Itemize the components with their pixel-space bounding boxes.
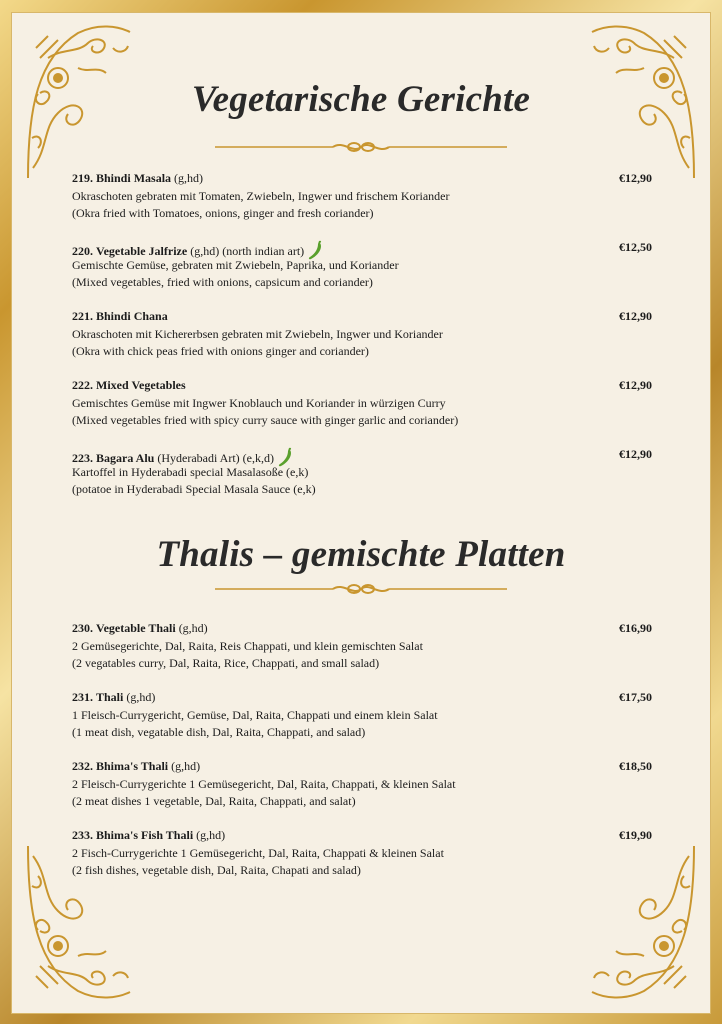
menu-item	[72, 170, 652, 222]
item-tags: (g,hd)	[126, 690, 156, 704]
item-tags: (g,hd)	[196, 828, 226, 842]
item-description-en: (2 meat dishes 1 vegetable, Dal, Raita, Chappati, and salat)	[72, 794, 356, 808]
item-name: Mixed Vegetables	[96, 378, 186, 392]
item-price: €19,90	[619, 828, 652, 842]
item-name: Bagara Alu	[96, 451, 155, 465]
item-number: 231.	[72, 690, 93, 704]
menu-item	[72, 758, 652, 810]
item-description-de: Okraschoten mit Kichererbsen gebraten mit Zwiebeln, Ingwer und Koriander	[72, 327, 443, 341]
item-price: €12,90	[619, 309, 652, 323]
item-name: Bhima's Thali	[96, 759, 169, 773]
item-description-en: (Okra with chick peas fried with onions ginger and coriander)	[72, 344, 369, 358]
item-tags: (g,hd)	[171, 759, 201, 773]
item-number: 221.	[72, 309, 93, 323]
item-price: €12,50	[619, 240, 652, 254]
menu-item	[72, 827, 652, 879]
item-name: Vegetable Thali	[96, 621, 176, 635]
menu-item	[72, 446, 652, 498]
item-description-en: (potatoe in Hyderabadi Special Masala Sauce (e,k)	[72, 482, 316, 496]
item-price: €17,50	[619, 690, 652, 704]
item-description-de: Kartoffel in Hyderabadi special Masalasoße (e,k)	[72, 465, 309, 479]
item-description-en: (Okra fried with Tomatoes, onions, ginger and fresh coriander)	[72, 206, 374, 220]
item-description-en: (1 meat dish, vegatable dish, Dal, Raita, Chappati, and salad)	[72, 725, 366, 739]
menu-item	[72, 308, 652, 360]
item-number: 222.	[72, 378, 93, 392]
item-description-de: Okraschoten gebraten mit Tomaten, Zwiebeln, Ingwer und frischem Koriander	[72, 189, 450, 203]
flourish-divider-icon	[215, 140, 507, 154]
item-name: Bhindi Chana	[96, 309, 168, 323]
item-price: €12,90	[619, 378, 652, 392]
green-chili-icon	[307, 239, 325, 261]
item-number: 230.	[72, 621, 93, 635]
item-description-de: 2 Fisch-Currygerichte 1 Gemüsegericht, Dal, Raita, Chappati & kleinen Salat	[72, 846, 444, 860]
item-name: Bhima's Fish Thali	[96, 828, 194, 842]
item-number: 232.	[72, 759, 93, 773]
menu-item	[72, 689, 652, 741]
item-description-en: (Mixed vegetables fried with spicy curry sauce with ginger garlic and coriander)	[72, 413, 459, 427]
section-title-vegetarian: Vegetarische Gerichte	[191, 79, 531, 120]
item-description-en: (Mixed vegetables, fried with onions, capsicum and coriander)	[72, 275, 373, 289]
item-tags: (g,hd) (north indian art)	[190, 244, 305, 258]
item-name: Thali	[96, 690, 124, 704]
flourish-divider-icon	[215, 582, 507, 596]
item-description-de: Gemischte Gemüse, gebraten mit Zwiebeln, Paprika, und Koriander	[72, 258, 399, 272]
menu-item	[72, 377, 652, 429]
item-name: Bhindi Masala	[96, 171, 172, 185]
item-price: €12,90	[619, 447, 652, 461]
item-description-en: (2 fish dishes, vegetable dish, Dal, Raita, Chapati and salad)	[72, 863, 361, 877]
item-tags: (g,hd)	[178, 621, 208, 635]
menu-item	[72, 239, 652, 291]
green-chili-icon	[277, 446, 295, 468]
item-tags: (Hyderabadi Art) (e,k,d)	[157, 451, 274, 465]
item-number: 219.	[72, 171, 93, 185]
item-tags: (g,hd)	[174, 171, 204, 185]
item-description-de: Gemischtes Gemüse mit Ingwer Knoblauch und Koriander in würzigen Curry	[72, 396, 446, 410]
item-price: €16,90	[619, 621, 652, 635]
item-description-en: (2 vegatables curry, Dal, Raita, Rice, Chappati, and small salad)	[72, 656, 380, 670]
item-number: 220.	[72, 244, 93, 258]
section-title-thalis: Thalis – gemischte Platten	[156, 534, 566, 575]
item-price: €18,50	[619, 759, 652, 773]
item-description-de: 2 Fleisch-Currygerichte 1 Gemüsegericht, Dal, Raita, Chappati, & kleinen Salat	[72, 777, 456, 791]
item-description-de: 2 Gemüsegerichte, Dal, Raita, Reis Chappati, und klein gemischten Salat	[72, 639, 423, 653]
item-name: Vegetable Jalfrize	[96, 244, 188, 258]
item-number: 233.	[72, 828, 93, 842]
item-price: €12,90	[619, 171, 652, 185]
item-description-de: 1 Fleisch-Currygericht, Gemüse, Dal, Raita, Chappati und einem klein Salat	[72, 708, 438, 722]
item-number: 223.	[72, 451, 93, 465]
menu-item	[72, 620, 652, 672]
